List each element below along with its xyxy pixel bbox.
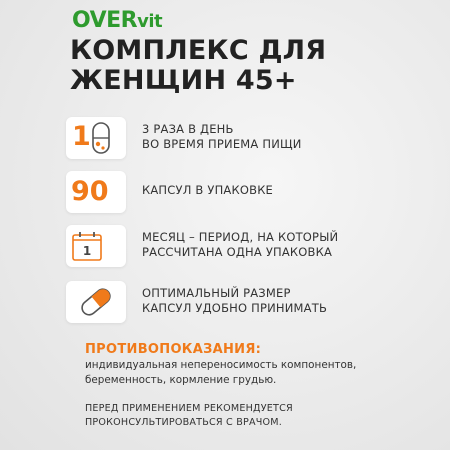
feature-line-1: КАПСУЛ В УПАКОВКЕ [142,183,274,197]
feature-quantity [66,171,436,213]
feature-size [66,281,436,323]
title-line-1: КОМПЛЕКС ДЛЯ [70,35,327,66]
feature-text [142,122,302,152]
feature-card [66,225,126,267]
title-line-2: ЖЕНЩИН 45+ [70,65,297,96]
calendar-day: 1 [82,244,92,258]
feature-card [66,117,126,159]
feature-text [142,286,327,316]
contraindications-text [85,358,385,388]
contraindications-title: ПРОТИВОПОКАЗАНИЯ: [85,342,262,357]
brand-name: OVER [72,8,138,33]
feature-value: 1 [72,121,91,152]
note-line-2: ПРОКОНСУЛЬТИРОВАТЬСЯ С ВРАЧОМ. [85,417,282,428]
calendar-icon [71,230,105,262]
contraindications-line-2: беременность, кормление грудью. [85,374,277,386]
feature-text [142,230,338,260]
consult-note [85,402,345,430]
feature-value: 90 [71,176,109,207]
feature-line-2: РАССЧИТАНА ОДНА УПАКОВКА [142,245,333,259]
feature-line-1: МЕСЯЦ – ПЕРИОД, НА КОТОРЫЙ [142,230,339,244]
feature-line-1: 3 РАЗА В ДЕНЬ [142,122,234,136]
feature-line-1: ОПТИМАЛЬНЫЙ РАЗМЕР [142,286,291,300]
feature-dosage [66,117,436,159]
capsule-icon [91,121,111,155]
feature-line-2: ВО ВРЕМЯ ПРИЕМА ПИЩИ [142,137,302,151]
feature-line-2: КАПСУЛ УДОБНО ПРИНИМАТЬ [142,301,328,315]
brand-suffix: vit [137,11,163,32]
feature-card [66,281,126,323]
feature-card [66,171,126,213]
page-title [70,36,430,96]
note-line-1: ПЕРЕД ПРИМЕНЕНИЕМ РЕКОМЕНДУЕТСЯ [85,403,293,414]
feature-duration [66,225,436,267]
contraindications-line-1: индивидуальная непереносимость компонентов, [85,359,357,371]
pill-capsule-icon [76,284,116,320]
feature-text [142,183,273,198]
brand-logo [72,8,162,33]
